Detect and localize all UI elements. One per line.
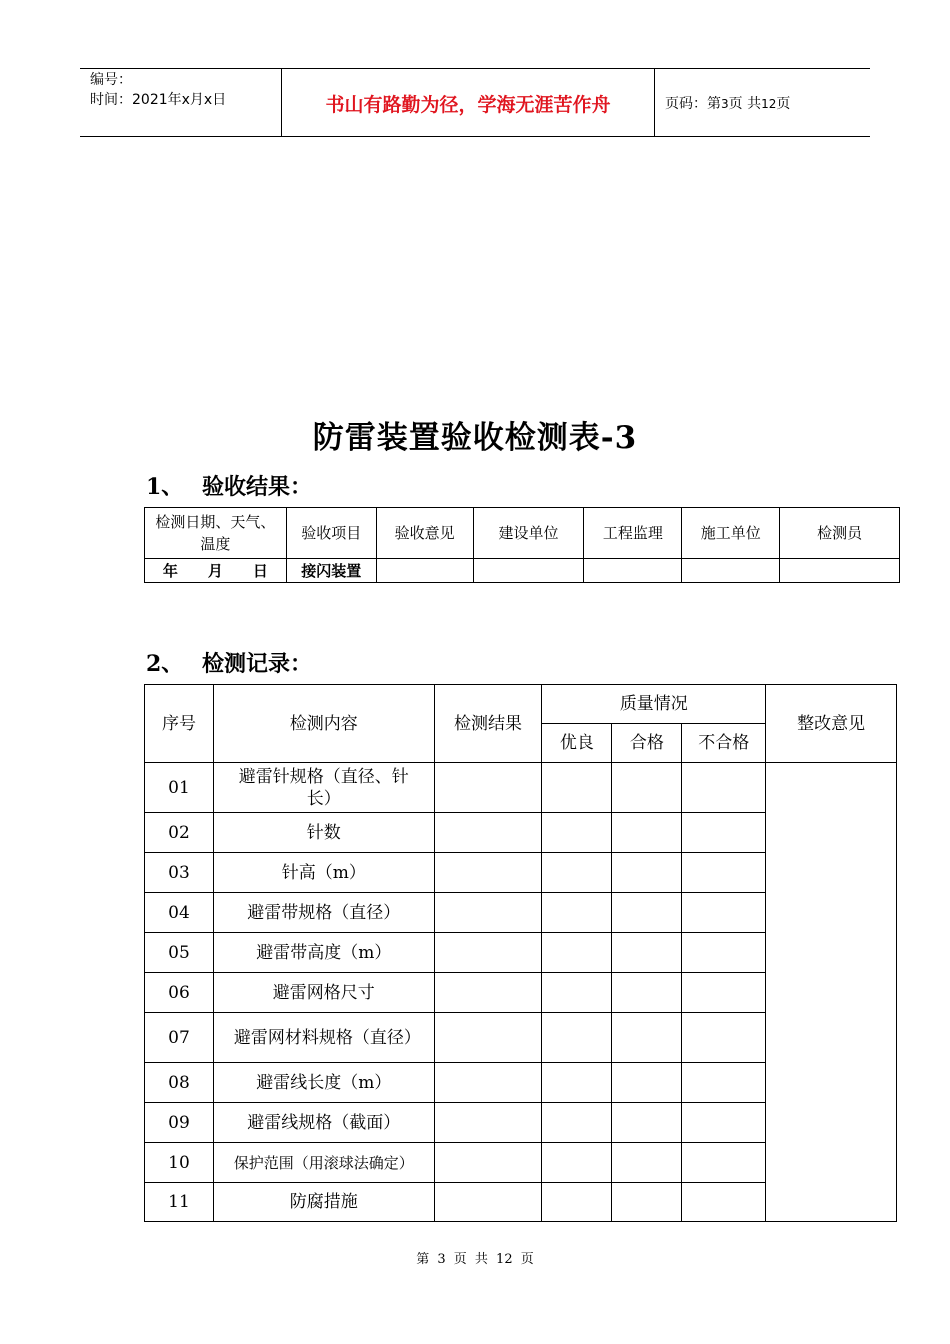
header-motto: 书山有路勤为径，学海无涯苦作舟	[325, 94, 611, 116]
seq-cell: 06	[145, 973, 214, 1013]
result-cell	[434, 763, 542, 813]
pass-cell	[612, 1103, 682, 1143]
page-suffix: 页	[776, 96, 791, 112]
header-cell-rectify: 整改意见	[766, 685, 897, 763]
fail-cell	[682, 813, 766, 853]
header-top-rule	[80, 68, 870, 69]
result-cell	[434, 973, 542, 1013]
header-page-number	[665, 93, 790, 113]
good-cell	[542, 893, 612, 933]
fail-cell	[682, 933, 766, 973]
fail-cell	[682, 893, 766, 933]
section-number: 2、	[146, 651, 184, 677]
header-cell-quality: 质量情况	[542, 685, 766, 724]
fail-cell	[682, 853, 766, 893]
table-cell	[376, 559, 473, 583]
header-cell: 验收项目	[286, 508, 376, 559]
code-label: 编号：	[90, 72, 132, 88]
pass-cell	[612, 853, 682, 893]
table-cell	[473, 559, 584, 583]
table-row	[145, 559, 900, 583]
content-cell: 避雷线规格（截面）	[213, 1103, 434, 1143]
result-cell	[434, 1063, 542, 1103]
good-cell	[542, 1143, 612, 1183]
fail-cell	[682, 763, 766, 813]
table-cell	[584, 559, 682, 583]
content-cell: 避雷带规格（直径）	[213, 893, 434, 933]
content-cell: 针高（m）	[213, 853, 434, 893]
content-cell: 针数	[213, 813, 434, 853]
date-cell: 年 月 日	[145, 559, 287, 583]
fail-cell	[682, 1143, 766, 1183]
section-heading-1	[146, 470, 312, 501]
pass-cell	[612, 973, 682, 1013]
result-cell	[434, 1013, 542, 1063]
good-cell	[542, 1183, 612, 1222]
fail-cell	[682, 1013, 766, 1063]
pass-cell	[612, 1183, 682, 1222]
content-cell: 避雷针规格（直径、针长）	[213, 763, 434, 813]
result-cell	[434, 1103, 542, 1143]
header-cell-content: 检测内容	[213, 685, 434, 763]
fail-cell	[682, 1103, 766, 1143]
rectify-cell	[766, 763, 897, 1222]
pass-cell	[612, 763, 682, 813]
time-label: 时间：2021年x月x日	[90, 92, 227, 108]
result-cell	[434, 1183, 542, 1222]
page-title: 防雷装置验收检测表-3	[312, 420, 638, 456]
good-cell	[542, 853, 612, 893]
content-cell: 避雷网材料规格（直径）	[213, 1013, 434, 1063]
pass-cell	[612, 1143, 682, 1183]
seq-cell: 02	[145, 813, 214, 853]
content-cell: 避雷带高度（m）	[213, 933, 434, 973]
page-current: 3	[721, 97, 729, 111]
header-cell-pass: 合格	[612, 724, 682, 763]
good-cell	[542, 1063, 612, 1103]
seq-cell: 04	[145, 893, 214, 933]
header-bottom-rule	[80, 136, 870, 137]
seq-cell: 08	[145, 1063, 214, 1103]
page-total: 12	[761, 97, 777, 111]
good-cell	[542, 973, 612, 1013]
content-cell: 防腐措施	[213, 1183, 434, 1222]
section-label: 检测记录：	[202, 651, 313, 677]
section-heading-2	[146, 647, 312, 678]
result-cell	[434, 1143, 542, 1183]
seq-cell: 05	[145, 933, 214, 973]
header-cell: 施工单位	[682, 508, 780, 559]
seq-cell: 10	[145, 1143, 214, 1183]
good-cell	[542, 933, 612, 973]
inspection-record-table	[144, 684, 897, 1222]
seq-cell: 11	[145, 1183, 214, 1222]
good-cell	[542, 763, 612, 813]
result-cell	[434, 933, 542, 973]
header-cell: 检测员	[780, 508, 900, 559]
page-footer: 第 3 页 共 12 页	[416, 1252, 534, 1267]
header-cell: 检测日期、天气、温度	[145, 508, 287, 559]
table-cell	[780, 559, 900, 583]
page-prefix: 页码：第	[665, 96, 721, 112]
pass-cell	[612, 813, 682, 853]
content-cell: 避雷线长度（m）	[213, 1063, 434, 1103]
pass-cell	[612, 893, 682, 933]
item-cell: 接闪装置	[286, 559, 376, 583]
table-header-row	[145, 508, 900, 559]
pass-cell	[612, 933, 682, 973]
header-meta	[90, 70, 226, 110]
pass-cell	[612, 1013, 682, 1063]
table-row	[145, 763, 897, 813]
header-cell-seq: 序号	[145, 685, 214, 763]
fail-cell	[682, 973, 766, 1013]
pass-cell	[612, 1063, 682, 1103]
result-cell	[434, 853, 542, 893]
section-label: 验收结果：	[202, 474, 313, 500]
header-cell: 验收意见	[376, 508, 473, 559]
content-cell: 避雷网格尺寸	[213, 973, 434, 1013]
table-header-row	[145, 685, 897, 724]
good-cell	[542, 1013, 612, 1063]
header-divider	[654, 69, 655, 136]
header-cell-fail: 不合格	[682, 724, 766, 763]
page-mid: 页 共	[728, 96, 762, 112]
good-cell	[542, 813, 612, 853]
result-cell	[434, 893, 542, 933]
acceptance-result-table	[144, 507, 900, 583]
seq-cell: 03	[145, 853, 214, 893]
seq-cell: 01	[145, 763, 214, 813]
section-number: 1、	[146, 474, 184, 500]
fail-cell	[682, 1183, 766, 1222]
good-cell	[542, 1103, 612, 1143]
header-cell-result: 检测结果	[434, 685, 542, 763]
fail-cell	[682, 1063, 766, 1103]
header-cell: 工程监理	[584, 508, 682, 559]
header-cell: 建设单位	[473, 508, 584, 559]
table-cell	[682, 559, 780, 583]
seq-cell: 09	[145, 1103, 214, 1143]
content-cell: 保护范围（用滚球法确定）	[213, 1143, 434, 1183]
seq-cell: 07	[145, 1013, 214, 1063]
result-cell	[434, 813, 542, 853]
header-cell-good: 优良	[542, 724, 612, 763]
